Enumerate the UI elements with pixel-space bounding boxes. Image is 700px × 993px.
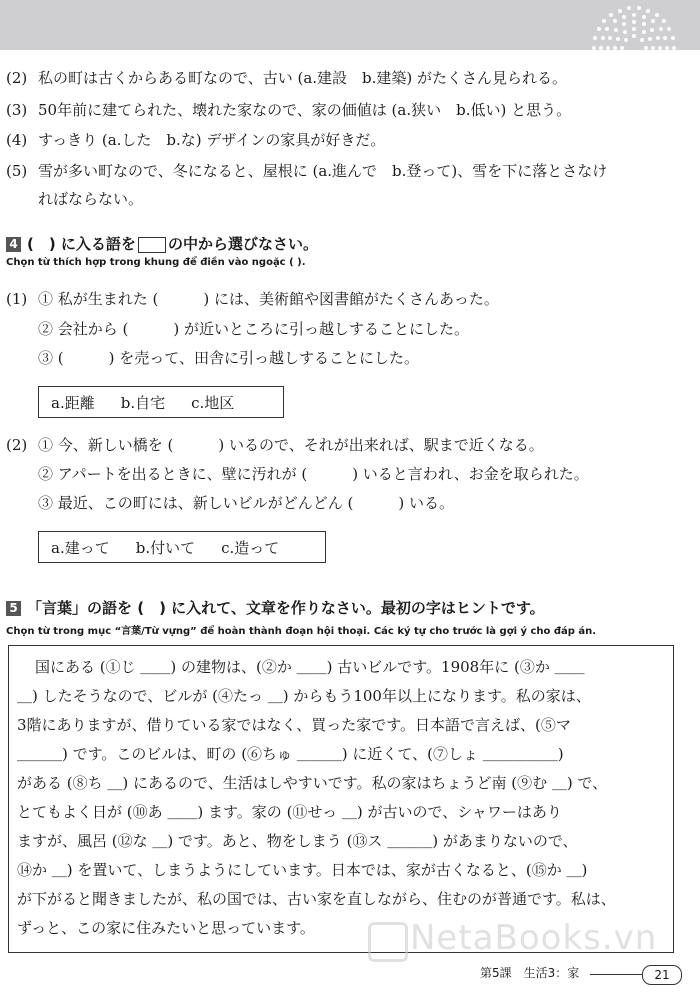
decor-dot <box>655 13 659 17</box>
decor-dot <box>665 46 669 50</box>
group-1-item-3: ③ ( ) を売って、田舎に引っ越しすることにした。 <box>38 349 419 367</box>
header-band <box>0 0 700 50</box>
watermark: NetaBooks.vn <box>410 918 658 958</box>
decor-dot <box>606 46 610 50</box>
decor-dot <box>624 38 628 42</box>
choice-c: c.地区 <box>191 393 235 412</box>
question-5-continued: ればならない。 <box>38 190 144 208</box>
decor-dot <box>632 13 636 17</box>
decor-dot <box>651 46 655 50</box>
passage-box <box>8 645 674 953</box>
decor-dot <box>642 22 646 26</box>
section-4-heading: 4 ( ) に入る語を の中から選びなさい。 <box>6 233 318 254</box>
decor-dot <box>618 9 622 13</box>
choice-c: c.造って <box>221 538 280 557</box>
question-2: (2) 私の町は古くからある町なので、古い (a.建設 b.建築) がたくさん見られる。 <box>6 69 568 87</box>
group-1-number: (1) <box>6 290 28 308</box>
passage-line: ⑭か ＿) を置いて、しまうようにしています。日本では、家が古くなると、(⑮か ＿) <box>17 861 588 879</box>
decor-dot <box>608 36 612 40</box>
decor-dot <box>663 36 667 40</box>
decor-dot <box>622 22 626 26</box>
decor-dot <box>613 19 617 23</box>
decor-dot <box>613 46 617 50</box>
passage-line: ＿＿＿) です。このビルは、町の (⑥ちゅ ＿＿＿) に近くて、(⑦しょ ＿＿＿＿＿) <box>17 745 564 763</box>
question-3: (3) 50年前に建てられた、壊れた家なので、家の価値は (a.狭い b.低い) と思う。 <box>6 101 572 119</box>
decor-dot <box>597 27 601 31</box>
passage-line: ずっと、この家に住みたいと思っています。 <box>17 919 315 937</box>
question-5: (5) 雪が多い町なので、冬になると、屋根に (a.進んで b.登って)、雪を下に落とさなけ <box>6 162 608 180</box>
decor-dot <box>651 19 655 23</box>
question-4: (4) すっきり (a.した b.な) デザインの家具が好きだ。 <box>6 131 386 149</box>
footer-lesson: 第5課 生活3：家 <box>480 966 580 980</box>
choice-a: a.建って <box>51 538 110 557</box>
decor-dot <box>640 38 644 42</box>
blank-box-icon <box>138 237 166 253</box>
decor-dot <box>648 37 652 41</box>
group-2-item-1: ① 今、新しい橋を ( ) いるので、それが出来れば、駅まで近くなる。 <box>38 436 544 454</box>
decor-dot <box>632 20 636 24</box>
decor-dot <box>599 46 603 50</box>
decor-dot <box>632 34 636 38</box>
decor-dot <box>602 19 606 23</box>
decor-dot <box>644 46 648 50</box>
passage-line: 国にある (①じ ＿＿) の建物は、(②か ＿＿) 古いビルです。1908年に (③か ＿＿ <box>35 658 585 676</box>
passage-line: ますが、風呂 (⑫な ＿) です。あと、物をしまう (⑬ス ＿＿＿) があまりないので、 <box>17 832 578 850</box>
choice-a: a.距離 <box>51 393 95 412</box>
watermark-logo-icon <box>368 922 408 962</box>
section-4-subtitle: Chọn từ thích hợp trong khung để điền vào ngoặc ( ). <box>6 257 306 268</box>
decor-dot <box>642 30 646 34</box>
decorative-dots <box>590 2 678 46</box>
decor-dot <box>623 30 627 34</box>
group-2-number: (2) <box>6 436 28 454</box>
group-1-item-2: ② 会社から ( ) が近いところに引っ越しすることにした。 <box>38 320 470 338</box>
passage-line: がある (⑧ち ＿) にあるので、生活はしやすいです。私の家はちょうど南 (⑨む ＿) で、 <box>17 774 608 792</box>
choice-b: b.付いて <box>135 538 196 557</box>
passage-line: とてもよく日が (⑩あ ＿＿) ます。家の (⑪せっ ＿) が古いので、シャワーはあり <box>17 803 562 821</box>
decor-dot <box>601 36 605 40</box>
section-5-subtitle: Chọn từ trong mục “言葉/Từ vựng” để hoàn thành đoạn hội thoại. Các ký tự cho trước là gợi ý cho đáp án. <box>6 626 597 637</box>
decor-dot <box>659 27 663 31</box>
decor-dot <box>671 36 675 40</box>
choice-b: b.自宅 <box>120 393 166 412</box>
decor-dot <box>658 46 662 50</box>
section-5-heading: 5 「言葉」の語を ( ) に入れて、文章を作りなさい。最初の字はヒントです。 <box>6 597 545 618</box>
section-number-badge: 5 <box>6 601 21 616</box>
decor-dot <box>605 27 609 31</box>
group-1-choice-box <box>38 386 284 418</box>
decor-dot <box>592 46 596 50</box>
decor-dot <box>622 15 626 19</box>
decor-dot <box>656 36 660 40</box>
decor-dot <box>642 15 646 19</box>
passage-line: が下がると聞きましたが、私の国では、古い家を直しながら、住むのが普通です。私は、 <box>17 890 616 908</box>
decor-dot <box>620 46 624 50</box>
passage-line: ＿) したそうなので、ビルが (④たっ ＿) からもう100年以上になります。私の家は、 <box>17 687 591 705</box>
group-2-item-2: ② アパートを出るときに、壁に汚れが ( ) いると言われ、お金を取られた。 <box>38 465 589 483</box>
decor-dot <box>609 13 613 17</box>
group-2-item-3: ③ 最近、この町には、新しいビルがどんどん ( ) いる。 <box>38 494 455 512</box>
decor-dot <box>637 6 641 10</box>
decor-dot <box>650 28 654 32</box>
passage-line: 3階にありますが、借りている家ではなく、買った家です。日本語で言えば、(⑤マ <box>17 716 571 734</box>
decor-dot <box>646 9 650 13</box>
decor-dot <box>616 37 620 41</box>
decor-dot <box>632 27 636 31</box>
decor-dot <box>662 19 666 23</box>
footer-divider <box>590 974 644 975</box>
group-2-choice-box <box>38 531 326 563</box>
page-number: 21 <box>642 965 682 985</box>
group-1-item-1: ① 私が生まれた ( ) には、美術館や図書館がたくさんあった。 <box>38 290 499 308</box>
decor-dot <box>672 46 676 50</box>
section-number-badge: 4 <box>6 237 21 252</box>
decor-dot <box>614 28 618 32</box>
decor-dot <box>593 36 597 40</box>
decor-dot <box>627 6 631 10</box>
decor-dot <box>667 27 671 31</box>
